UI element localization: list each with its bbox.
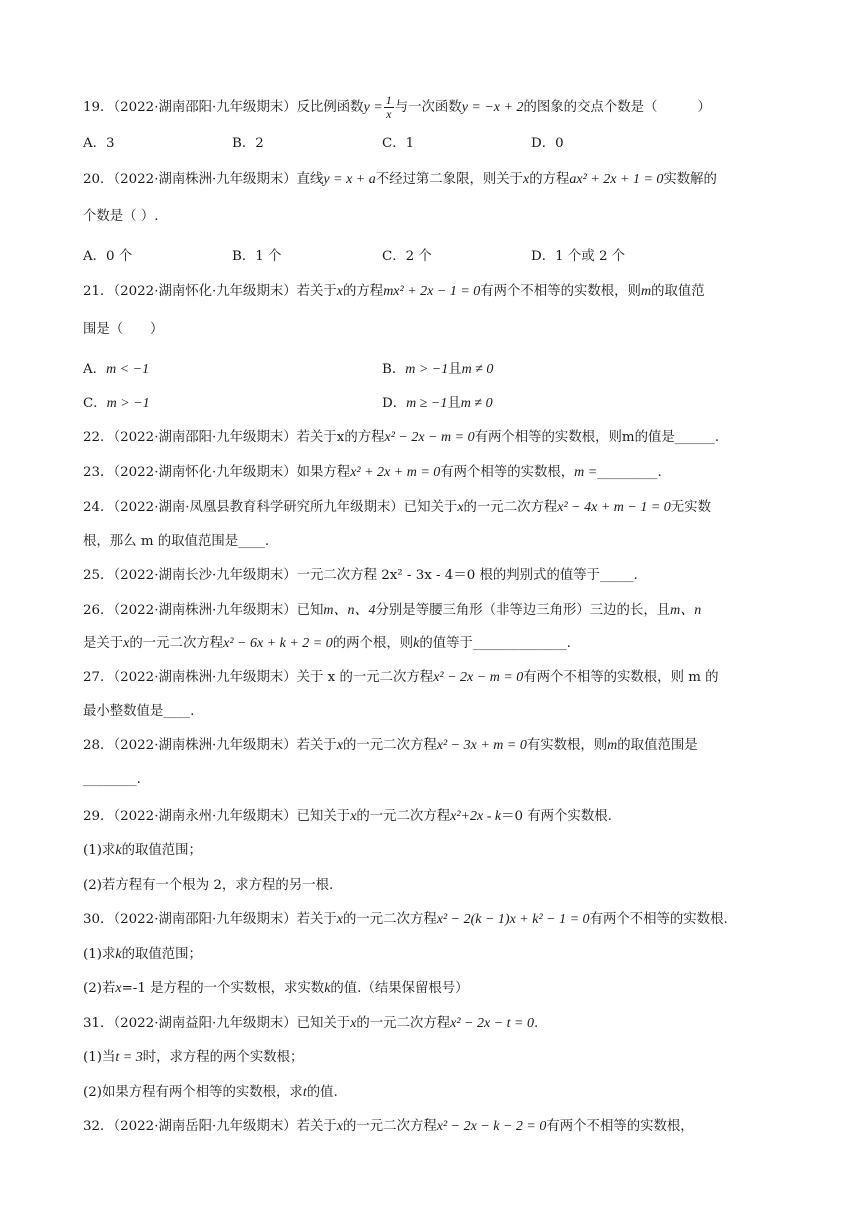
q19-mid: 与一次函数 (394, 100, 462, 115)
q30-suffix: 有两个不相等的实数根. (589, 912, 728, 927)
question-20 (83, 170, 820, 190)
q20-var: x (523, 172, 530, 187)
q28-line2: ________. (83, 772, 141, 787)
q22-prefix: 22．（2022·湖南邵阳·九年级期末）若关于x的方程 (83, 430, 385, 445)
q29-sub1-b: 的取值范围； (121, 843, 202, 858)
q20-eq2: ax² + 2x + 1 = 0 (569, 172, 664, 187)
q23-suffix: _________. (597, 465, 662, 480)
question-25: 25．（2022·湖南长沙·九年级期末）一元二次方程 2x² ‑ 3x ‑ 4＝0 根的判别式的值等于_____. (83, 568, 638, 583)
q30-sub1-a: (1)求 (83, 947, 116, 962)
q30-sub2-c: 的值.（结果保留根号） (330, 981, 469, 996)
question-23 (83, 463, 820, 483)
q20-option-d: D．1 个或 2 个 (531, 249, 626, 264)
q21-opt-d-label: D． (382, 396, 407, 411)
q26-line2-c: 的两个根，则 (332, 636, 414, 651)
q31-var: x (350, 1016, 357, 1031)
q19-option-a: A．3 (83, 136, 115, 151)
q23-eq2: m = (574, 465, 598, 480)
q19-option-d: D．0 (531, 136, 564, 151)
q23-eq: x² + 2x + m = 0 (350, 465, 441, 480)
q30-var: x (336, 912, 344, 927)
q31-sub2-b: 的值. (306, 1085, 338, 1100)
q19-option-c: C．1 (382, 136, 415, 151)
q28-suffix: 的取值范围是 (617, 738, 698, 753)
q24-suffix: 无实数 (670, 500, 711, 515)
q31-sub1 (83, 1048, 820, 1068)
question-22 (83, 428, 820, 448)
q28-var2: m (607, 738, 618, 753)
q21-eq: mx² + 2x − 1 = 0 (383, 284, 481, 299)
q22-suffix: 有两个相等的实数根，则m的值是______. (474, 430, 720, 445)
q20-eq1: y = x + a (323, 172, 376, 187)
q29-mid: 的一元二次方程 (356, 809, 451, 824)
q21-option-a (83, 360, 149, 380)
q29-prefix: 29．（2022·湖南永州·九年级期末）已知关于 (83, 809, 351, 824)
q32-prefix: 32．（2022·湖南岳阳·九年级期末）若关于 (83, 1119, 337, 1134)
q28-eq: x² − 3x + m = 0 (436, 738, 527, 753)
q26-var2: k (413, 636, 420, 651)
q31-suffix: . (534, 1016, 539, 1031)
q32-suffix: 有两个不相等的实数根， (546, 1119, 694, 1134)
q20-option-b: B．1 个 (232, 249, 282, 264)
q20-mid1: 不经过第二象限，则关于 (375, 172, 524, 187)
question-31 (83, 1014, 820, 1034)
q26-var: x (123, 636, 130, 651)
q30-sub2-var2: k (324, 981, 331, 996)
q29-sub1 (83, 841, 820, 861)
q31-mid: 的一元二次方程 (356, 1016, 451, 1031)
q31-sub1-b: 时，求方程的两个实数根； (142, 1050, 304, 1065)
q29-sub2: (2)若方程有一个根为 2，求方程的另一根. (83, 878, 334, 893)
q30-sub1-var: k (115, 947, 122, 962)
q21-prefix: 21．（2022·湖南怀化·九年级期末）若关于 (83, 284, 337, 299)
q21-opt-b-tail: 且 (448, 362, 462, 377)
question-28 (83, 736, 820, 756)
q21-option-c (83, 394, 150, 414)
q31-sub2-var: t (302, 1085, 307, 1100)
q21-opt-a-eq: m < −1 (106, 362, 150, 377)
q21-mid1: 的方程 (343, 284, 384, 299)
q31-sub2-a: (2)如果方程有两个相等的实数根，求 (83, 1085, 303, 1100)
q30-prefix: 30．（2022·湖南邵阳·九年级期末）若关于 (83, 912, 337, 927)
q31-prefix: 31．（2022·湖南益阳·九年级期末）已知关于 (83, 1016, 351, 1031)
q21-opt-c-eq: m > −1 (106, 396, 150, 411)
q19-eq2: y = −x + 2 (461, 100, 524, 115)
q28-prefix: 28．（2022·湖南株洲·九年级期末）若关于 (83, 738, 337, 753)
q27-line2: 最小整数值是____. (83, 704, 195, 719)
q30-sub1 (83, 945, 820, 965)
q31-eq: x² − 2x − t = 0 (450, 1016, 534, 1031)
q30-sub2-var: x (115, 981, 122, 996)
q21-var2: m (640, 284, 652, 299)
question-29 (83, 807, 820, 827)
q21-opt-d-cond: m ≠ 0 (460, 396, 493, 411)
q21-opt-b-cond: m ≠ 0 (461, 362, 494, 377)
q26-vars2: m、n (670, 603, 702, 618)
q30-sub1-b: 的取值范围； (121, 947, 202, 962)
q24-eq: x² − 4x + m − 1 = 0 (557, 500, 671, 515)
question-26 (83, 601, 820, 621)
q29-sub1-var: k (115, 843, 122, 858)
q19-fraction (384, 94, 394, 121)
q29-sub1-a: (1)求 (83, 843, 116, 858)
q21-opt-c-label: C． (83, 396, 107, 411)
q20-suffix: 实数解的 (663, 172, 717, 187)
q21-mid2: 有两个不相等的实数根，则 (480, 284, 641, 299)
q29-var: x (350, 809, 357, 824)
q30-mid: 的一元二次方程 (343, 912, 437, 927)
q26-mid: 分别是等腰三角形（非等边三角形）三边的长，且 (375, 603, 671, 618)
q20-line2: 个数是（ ）. (83, 209, 159, 224)
q29-suffix: ＝0 有两个实数根. (501, 809, 612, 824)
q23-prefix: 23．（2022·湖南怀化·九年级期末）如果方程 (83, 465, 351, 480)
q26-line2-a: 是关于 (83, 636, 124, 651)
q24-prefix: 24．（2022·湖南·凤凰县教育科学研究所九年级期末）已知关于 (83, 500, 458, 515)
q26-prefix: 26．（2022·湖南株洲·九年级期末）已知 (83, 603, 324, 618)
q26-line2-d: 的值等于______________. (419, 636, 571, 651)
q21-opt-b-label: B． (382, 362, 406, 377)
q26-line2 (83, 634, 820, 654)
q30-eq: x² − 2(k − 1)x + k² − 1 = 0 (436, 912, 590, 927)
q20-mid2: 的方程 (529, 172, 570, 187)
q32-mid: 的一元二次方程 (343, 1119, 437, 1134)
q21-option-d (382, 394, 493, 414)
q24-line2: 根，那么 m 的取值范围是____. (83, 534, 270, 549)
q19-option-b: B．2 (232, 136, 264, 151)
q24-mid: 的一元二次方程 (463, 500, 558, 515)
q27-prefix: 27．（2022·湖南株洲·九年级期末）关于 x 的一元二次方程 (83, 670, 434, 685)
q30-sub2-b: =-1 是方程的一个实数根，求实数 (121, 981, 325, 996)
q21-var: x (336, 284, 344, 299)
q27-suffix: 有两个不相等的实数根，则 m 的 (523, 670, 719, 685)
q32-var: x (336, 1119, 344, 1134)
q22-eq: x² − 2x − m = 0 (384, 430, 475, 445)
q19-prefix: 19．（2022·湖南邵阳·九年级期末）反比例函数 (83, 100, 364, 115)
q27-eq: x² − 2x − m = 0 (433, 670, 524, 685)
q28-mid2: 有实数根，则 (526, 738, 608, 753)
question-27 (83, 668, 820, 688)
q19-eq1: y = (363, 100, 383, 115)
q20-prefix: 20．（2022·湖南株洲·九年级期末）直线 (83, 172, 324, 187)
q30-sub2-a: (2)若 (83, 981, 116, 996)
q26-eq: x² − 6x + k + 2 = 0 (223, 636, 333, 651)
question-19 (83, 94, 820, 121)
q26-vars: m、n、4 (323, 603, 376, 618)
question-24 (83, 498, 820, 518)
q21-line2: 围是（ ） (83, 322, 164, 337)
q19-suffix: 的图象的交点个数是（ ） (523, 100, 711, 115)
q26-line2-b: 的一元二次方程 (129, 636, 224, 651)
q32-eq: x² − 2x − k − 2 = 0 (436, 1119, 547, 1134)
q20-option-c: C．2 个 (382, 249, 432, 264)
q20-option-a: A．0 个 (83, 249, 133, 264)
q24-var: x (457, 500, 464, 515)
q21-suffix: 的取值范 (651, 284, 705, 299)
q21-opt-d-eq: m ≥ −1 (406, 396, 448, 411)
q29-eq: x²+2x ‑ k (450, 809, 502, 824)
q30-sub2 (83, 979, 820, 999)
q21-option-b (382, 360, 493, 380)
q31-sub1-eq: t = 3 (115, 1050, 143, 1065)
q28-var: x (336, 738, 344, 753)
q21-opt-b-eq: m > −1 (405, 362, 449, 377)
q21-opt-d-tail: 且 (447, 396, 461, 411)
q31-sub1-a: (1)当 (83, 1050, 116, 1065)
q19-frac-num: 1 (385, 93, 392, 107)
q19-frac-den: x (386, 107, 392, 121)
q21-opt-a-label: A． (83, 362, 107, 377)
q28-mid: 的一元二次方程 (343, 738, 437, 753)
q23-mid: 有两个相等的实数根， (440, 465, 575, 480)
question-30 (83, 910, 820, 930)
question-32 (83, 1117, 820, 1137)
q31-sub2 (83, 1083, 820, 1103)
question-21 (83, 282, 820, 302)
